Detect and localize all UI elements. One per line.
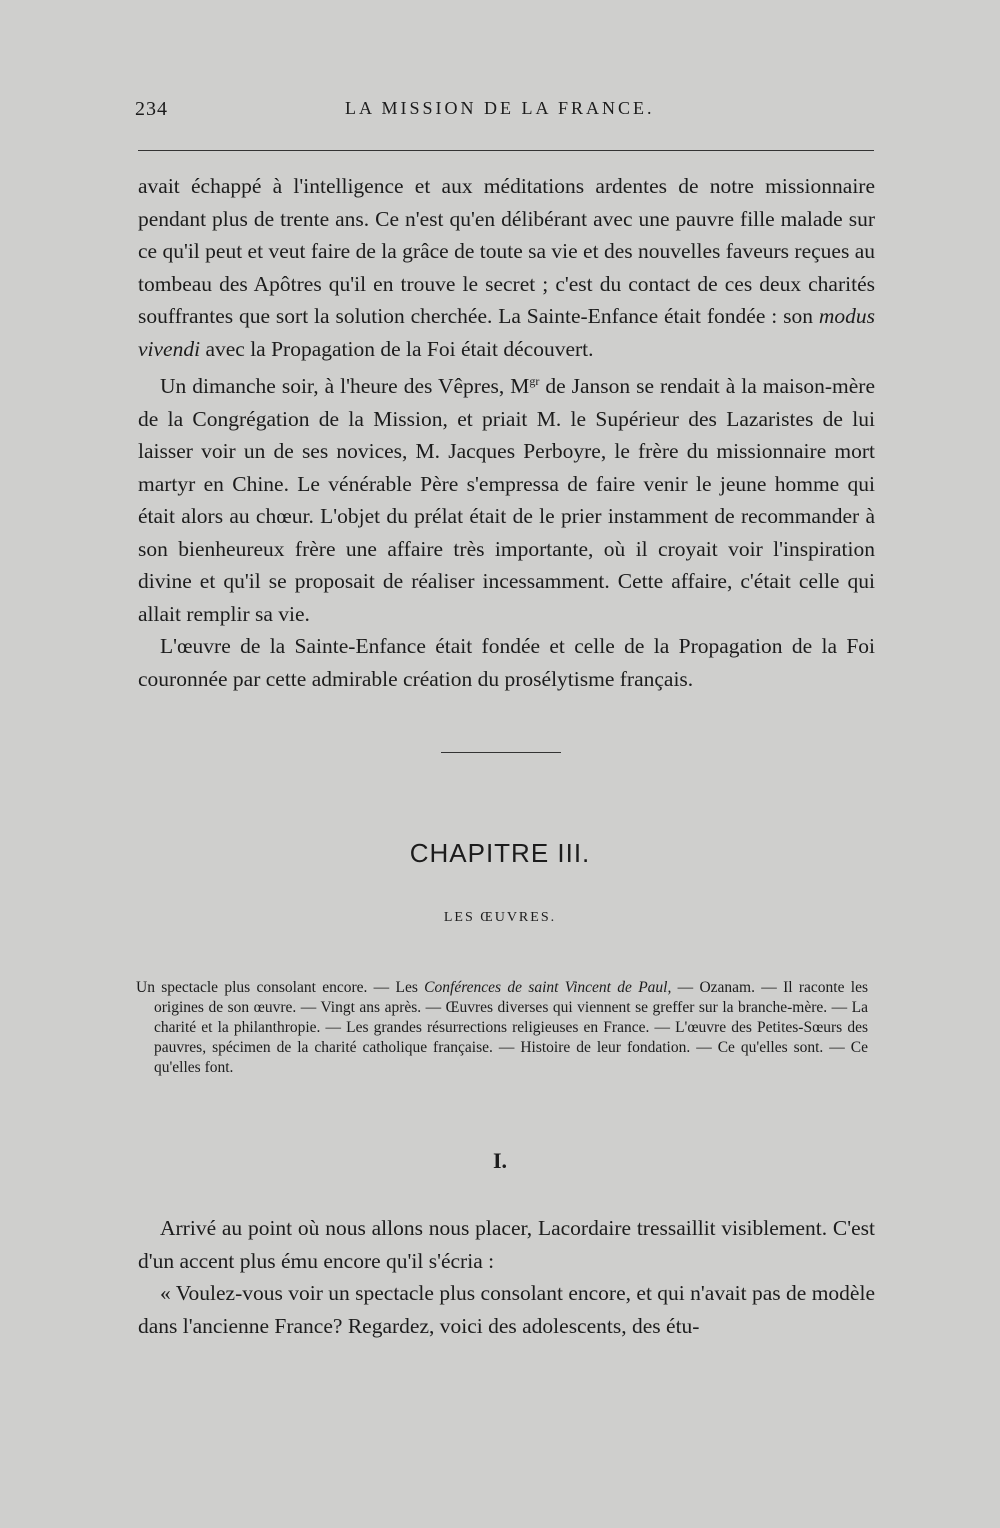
body-text-bottom — [138, 1212, 875, 1342]
section-number: I. — [492, 1148, 508, 1173]
body-text-top — [138, 170, 875, 695]
paragraph: avait échappé à l'intelligence et aux méditations ardentes de notre missionnaire pendant plus de trente ans. Ce n'est qu'en délibérant avec une pauvre fille malade sur ce qu'il peut et veut faire de la grâce de toute sa vie et des nouvelles faveurs reçues au tombeau des Apôtres qu'il en trouve le secret ; c'est du contact de ces deux charités souffrantes que sort la solution cherchée. La Sainte-Enfance était fondée : son modus vivendi avec la Propagation de la Foi était découvert. — [138, 174, 875, 361]
running-title: LA MISSION DE LA FRANCE. — [345, 98, 655, 118]
paragraph: Un dimanche soir, à l'heure des Vêpres, $M^{gr}$ de Janson se rendait à la maison-mère de la Congrégation de la Mission, et priait M. le Supérieur des Lazaristes de lui laisser voir un de ses novices, M. Jacques Perboyre, le frère du missionnaire mort martyr en Chine. Le vénérable Père s'empressa de faire venir le jeune homme qui était alors au chœur. L'objet du prélat était de le prier instamment de recommander à son bienheureux frère une affaire très importante, où il croyait voir l'inspiration divine et qu'il se proposait de réaliser incessamment. Cette affaire, c'était celle qui allait remplir sa vie. — [138, 374, 875, 626]
paragraph: L'œuvre de la Sainte-Enfance était fondée et celle de la Propagation de la Foi couronnée par cette admirable création du prosélytisme français. — [138, 634, 875, 691]
header-rule — [138, 150, 874, 151]
chapter-summary: Un spectacle plus consolant encore. — Les Conférences de saint Vincent de Paul, — Ozanam. — Il raconte les origines de son œuvre. — Vingt ans après. — Œuvres diverses qui viennent se greffer sur la branche-mère. — La charité et la philanthropie. — Les grandes résurrections religieuses en France. — L'œuvre des Petites-Sœurs des pauvres, spécimen de la charité catholique française. — Histoire de leur fondation. — Ce qu'elles sont. — Ce qu'elles font. — [136, 979, 868, 1076]
paragraph: « Voulez-vous voir un spectacle plus consolant encore, et qui n'avait pas de modèle dans l'ancienne France? Regardez, voici des adolescents, des étu- — [138, 1281, 875, 1338]
chapter-title: CHAPITRE III. — [409, 838, 591, 868]
section-divider — [441, 752, 561, 753]
chapter-subtitle: LES ŒUVRES. — [443, 910, 557, 925]
page-header — [135, 98, 875, 132]
page-number: 234 — [135, 98, 168, 120]
paragraph: Arrivé au point où nous allons nous placer, Lacordaire tressaillit visiblement. C'est d'un accent plus ému encore qu'il s'écria : — [138, 1216, 875, 1273]
